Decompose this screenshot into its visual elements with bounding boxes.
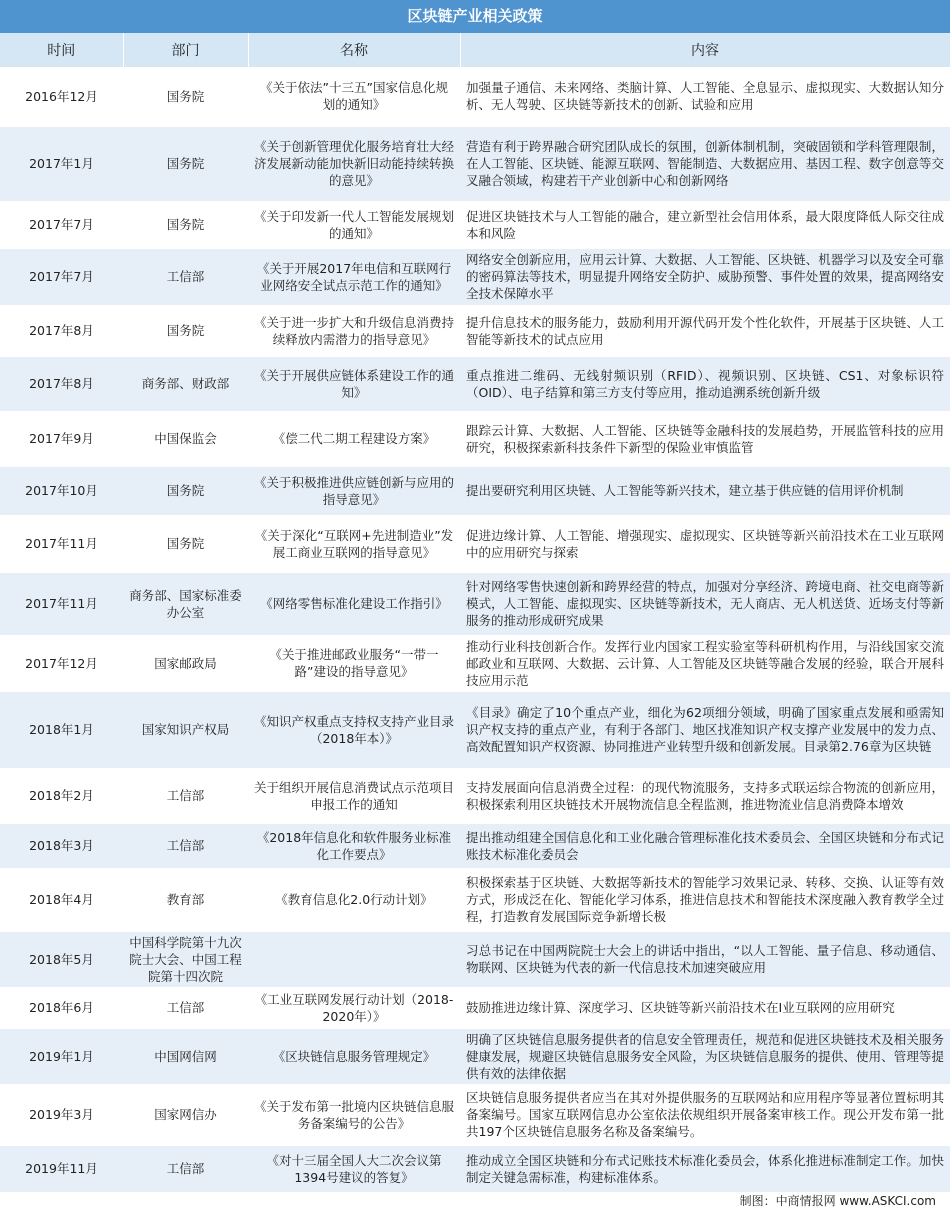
- table-row: [0, 635, 950, 691]
- cell-time: 2017年7月: [0, 248, 123, 305]
- cell-dept: 国务院: [123, 67, 248, 126]
- cell-time: 2018年3月: [0, 823, 123, 868]
- table-row: [0, 201, 950, 248]
- cell-time: 2018年5月: [0, 931, 123, 987]
- cell-dept: 工信部: [123, 1145, 248, 1192]
- cell-time: 2017年9月: [0, 411, 123, 466]
- cell-content: 促进边缘计算、人工智能、增强现实、虚拟现实、区块链等新兴前沿技术在工业互联网中的应用研究与探索: [460, 515, 950, 572]
- table-row: [0, 67, 950, 126]
- cell-content: 推动成立全国区块链和分布式记账技术标准化委员会，体系化推进标准制定工作。加快制定关键急需标准，构建标准体系。: [460, 1145, 950, 1192]
- cell-time: 2019年1月: [0, 1028, 123, 1084]
- cell-name: 《关于积极推进供应链创新与应用的指导意见》: [248, 466, 460, 515]
- cell-name: 《关于推进邮政业服务“一带一路”建设的指导意见》: [248, 635, 460, 691]
- cell-content: 区块链信息服务提供者应当在其对外提供服务的互联网站和应用程序等显著位置标明其备案编号。国家互联网信息办公室依法依规组织开展备案审核工作。现公开发布第一批共197个区块链信息服务名称及备案编号。: [460, 1084, 950, 1145]
- cell-dept: 国家网信办: [123, 1084, 248, 1145]
- cell-time: 2016年12月: [0, 67, 123, 126]
- cell-content: 跟踪云计算、大数据、人工智能、区块链等金融科技的发展趋势，开展监管科技的应用研究，积极探索新科技条件下新型的保险业审慎监管: [460, 411, 950, 466]
- cell-name: 《偿二代二期工程建设方案》: [248, 411, 460, 466]
- cell-time: 2019年3月: [0, 1084, 123, 1145]
- cell-content: 促进区块链技术与人工智能的融合，建立新型社会信用体系，最大限度降低人际交往成本和风险: [460, 201, 950, 248]
- cell-dept: 中国科学院第十九次院士大会、中国工程院第十四次院: [123, 931, 248, 987]
- cell-dept: 中国保监会: [123, 411, 248, 466]
- table-row: [0, 987, 950, 1028]
- cell-name: [248, 931, 460, 987]
- cell-content: 积极探索基于区块链、大数据等新技术的智能学习效果记录、转移、交换、认证等有效方式，形成泛在化、智能化学习体系，推进信息技术和智能技术深度融入教育教学全过程，打造教育发展国际竞争新增长极: [460, 868, 950, 931]
- cell-time: 2017年11月: [0, 572, 123, 635]
- table-title: 区块链产业相关政策: [0, 0, 950, 33]
- cell-name: 《关于深化“互联网+先进制造业”发展工商业互联网的指导意见》: [248, 515, 460, 572]
- cell-time: 2017年10月: [0, 466, 123, 515]
- table-row: [0, 1145, 950, 1192]
- table-row: [0, 356, 950, 411]
- cell-dept: 国务院: [123, 305, 248, 356]
- table-row: [0, 823, 950, 868]
- cell-name: 《教育信息化2.0行动计划》: [248, 868, 460, 931]
- table-row: [0, 691, 950, 768]
- cell-content: 鼓励推进边缘计算、深度学习、区块链等新兴前沿技术在I业互联网的应用研究: [460, 987, 950, 1028]
- cell-name: 《关于依法”十三五”国家信息化规划的通知》: [248, 67, 460, 126]
- table-row: [0, 768, 950, 823]
- cell-dept: 商务部、财政部: [123, 356, 248, 411]
- cell-name: 《关于开展供应链体系建设工作的通知》: [248, 356, 460, 411]
- cell-content: 推动行业科技创新合作。发挥行业内国家工程实验室等科研机构作用，与沿线国家交流邮政业和互联网、大数据、云计算、人工智能及区块链等融合发展的经验，联合开展科技应用示范: [460, 635, 950, 691]
- table-row: [0, 126, 950, 201]
- cell-time: 2019年11月: [0, 1145, 123, 1192]
- cell-name: 《关于创新管理优化服务培育壮大经济发展新动能加快新旧动能持续转换的意见》: [248, 126, 460, 201]
- cell-time: 2018年6月: [0, 987, 123, 1028]
- cell-content: 支持发展面向信息消费全过程：的现代物流服务，支持多式联运综合物流的创新应用，积极探索利用区块链技术开展物流信息全程监测，推进物流业信息消费降本增效: [460, 768, 950, 823]
- table-row: [0, 1028, 950, 1084]
- cell-name: 《对十三届全国人大二次会议第1394号建议的答复》: [248, 1145, 460, 1192]
- cell-dept: 国务院: [123, 126, 248, 201]
- source-footer: 制图：中商情报网 www.ASKCI.com: [739, 1194, 936, 1208]
- policy-table: [0, 33, 950, 1193]
- cell-dept: 工信部: [123, 248, 248, 305]
- header-content: 内容: [460, 33, 950, 67]
- table-row: [0, 466, 950, 515]
- cell-name: 《知识产权重点支持权支持产业目录（2018年本）》: [248, 691, 460, 768]
- table-row: [0, 931, 950, 987]
- table-row: [0, 515, 950, 572]
- cell-content: 营造有利于跨界融合研究团队成长的氛围，创新体制机制，突破固锁和学科管理限制，在人工智能、区块链、能源互联网、智能制造、大数据应用、基因工程、数字创意等交叉融合领域，构建若干产业创新中心和创新网络: [460, 126, 950, 201]
- cell-content: 明确了区块链信息服务提供者的信息安全管理责任，规范和促进区块链技术及相关服务健康发展，规避区块链信息服务安全风险，为区块链信息服务的提供、使用、管理等提供有效的法律依据: [460, 1028, 950, 1084]
- table-row: [0, 248, 950, 305]
- cell-time: 2017年8月: [0, 305, 123, 356]
- cell-dept: 国务院: [123, 466, 248, 515]
- cell-time: 2018年4月: [0, 868, 123, 931]
- cell-name: 《关于开展2017年电信和互联网行业网络安全试点示范工作的通知》: [248, 248, 460, 305]
- cell-content: 加强量子通信、未来网络、类脑计算、人工智能、全息显示、虚拟现实、大数据认知分析、无人驾驶、区块链等新技术的创新、试验和应用: [460, 67, 950, 126]
- cell-time: 2018年1月: [0, 691, 123, 768]
- cell-dept: 工信部: [123, 768, 248, 823]
- cell-dept: 教育部: [123, 868, 248, 931]
- cell-content: 重点推进二维码、无线射频识别（RFID）、视频识别、区块链、CS1、对象标识符（OID）、电子结算和第三方支付等应用，推动追溯系统创新升级: [460, 356, 950, 411]
- cell-dept: 商务部、国家标准委办公室: [123, 572, 248, 635]
- cell-time: 2017年8月: [0, 356, 123, 411]
- header-name: 名称: [248, 33, 460, 67]
- cell-content: 提升信息技术的服务能力，鼓励利用开源代码开发个性化软件，开展基于区块链、人工智能等新技术的试点应用: [460, 305, 950, 356]
- header-time: 时间: [0, 33, 123, 67]
- cell-dept: 国家邮政局: [123, 635, 248, 691]
- cell-time: 2017年11月: [0, 515, 123, 572]
- cell-content: 《目录》确定了10个重点产业，细化为62项细分领域，明确了国家重点发展和亟需知识产权支持的重点产业，有利于各部门、地区找准知识产权支撑产业发展中的发力点、高效配置知识产权资源、协同推进产业转型升级和创新发展。目录第2.76章为区块链: [460, 691, 950, 768]
- cell-dept: 国家知识产权局: [123, 691, 248, 768]
- cell-time: 2017年7月: [0, 201, 123, 248]
- table-row: [0, 868, 950, 931]
- cell-time: 2017年12月: [0, 635, 123, 691]
- cell-dept: 工信部: [123, 987, 248, 1028]
- table-row: [0, 572, 950, 635]
- cell-dept: 工信部: [123, 823, 248, 868]
- cell-name: 关于组织开展信息消费试点示范项目申报工作的通知: [248, 768, 460, 823]
- cell-content: 针对网络零售快速创新和跨界经营的特点，加强对分享经济、跨境电商、社交电商等新模式，人工智能、虚拟现实、区块链等新技术，无人商店、无人机送货、近场支付等新服务的推动形成研究成果: [460, 572, 950, 635]
- cell-name: 《区块链信息服务管理规定》: [248, 1028, 460, 1084]
- header-dept: 部门: [123, 33, 248, 67]
- cell-dept: 中国网信网: [123, 1028, 248, 1084]
- table-row: [0, 411, 950, 466]
- cell-content: 网络安全创新应用，应用云计算、大数据、人工智能、区块链、机器学习以及安全可靠的密码算法等技术，明显提升网络安全防护、威胁预警、事件处置的效果，提高网络安全技术保障水平: [460, 248, 950, 305]
- cell-time: 2018年2月: [0, 768, 123, 823]
- cell-time: 2017年1月: [0, 126, 123, 201]
- cell-dept: 国务院: [123, 201, 248, 248]
- header-row: [0, 33, 950, 67]
- cell-dept: 国务院: [123, 515, 248, 572]
- cell-name: 《关于进一步扩大和升级信息消费持续释放内需潜力的指导意见》: [248, 305, 460, 356]
- table-row: [0, 1084, 950, 1145]
- cell-name: 《关于印发新一代人工智能发展规划的通知》: [248, 201, 460, 248]
- cell-content: 习总书记在中国两院院士大会上的讲话中指出，“以人工智能、量子信息、移动通信、物联网、区块链为代表的新一代信息技术加速突破应用: [460, 931, 950, 987]
- cell-name: 《2018年信息化和软件服务业标准化工作要点》: [248, 823, 460, 868]
- cell-name: 《工业互联网发展行动计划（2018-2020年）》: [248, 987, 460, 1028]
- cell-content: 提出推动组建全国信息化和工业化融合管理标准化技术委员会、全国区块链和分布式记账技术标准化委员会: [460, 823, 950, 868]
- cell-name: 《关于发布第一批境内区块链信息服务备案编号的公告》: [248, 1084, 460, 1145]
- table-row: [0, 305, 950, 356]
- cell-content: 提出要研究利用区块链、人工智能等新兴技术，建立基于供应链的信用评价机制: [460, 466, 950, 515]
- cell-name: 《网络零售标准化建设工作指引》: [248, 572, 460, 635]
